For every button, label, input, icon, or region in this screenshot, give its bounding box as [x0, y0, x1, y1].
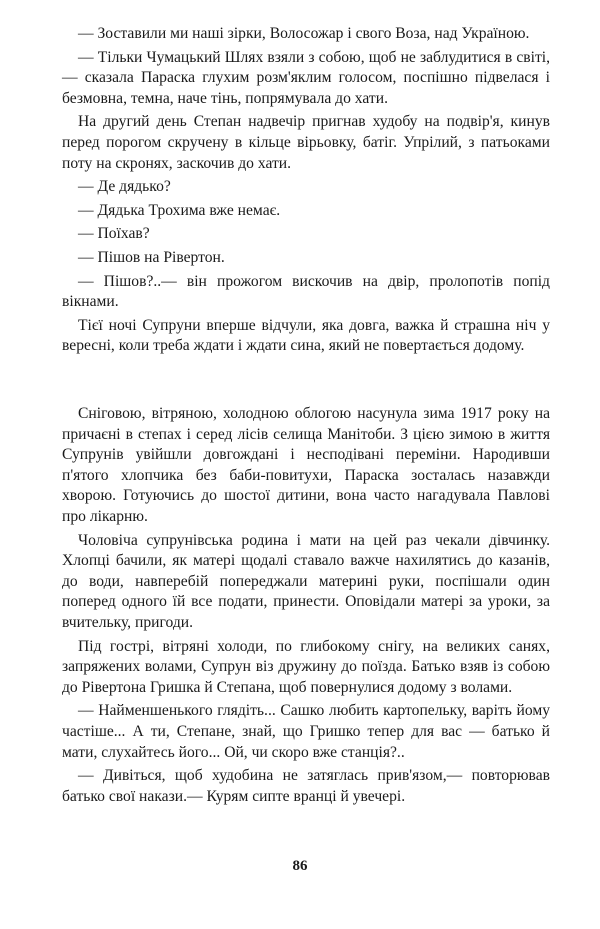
paragraph: — Пішов на Рівертон.: [78, 248, 225, 266]
paragraph: — Пішов?..— він прожогом вискочив на двір, пролопотів попід вікнами.: [62, 272, 550, 311]
paragraph: — Зоставили ми наші зірки, Волосожар і свого Воза, над Україною.: [78, 25, 530, 42]
paragraph: — Поїхав?: [78, 225, 150, 243]
paragraph: — Дядька Трохима вже немає.: [78, 201, 281, 219]
page-number: 86: [292, 858, 308, 874]
paragraph: Під гострі, вітряні холоди, по глибокому снігу, на великих санях, запряжених волами, Супрун віз дружину до поїзда. Батько взяв із собою до Рівертона Гришка й Степана, щоб повернулися додому з волами.: [62, 637, 550, 696]
text-section-1: [62, 24, 550, 360]
paragraph: — Найменшенького глядіть... Сашко любить картопельку, варіть йому частіше... А ти, Степане, знай, що Гришко тепер для вас — батько й мати, слухайтесь його... Ой, чи скоро вже станція?..: [62, 702, 550, 761]
text-section-2: [62, 404, 550, 810]
paragraph: — Тільки Чумацький Шлях взяли з собою, щоб не заблудитися в світі,— сказала Параска глухим розм'яклим голосом, поспішно підвелася і безмовна, темна, наче тінь, попрямувала до хати.: [62, 48, 550, 107]
paragraph: — Дивіться, щоб худобина не затяглась прив'язом,— повторював батько свої накази.— Курям сипте вранці й увечері.: [62, 767, 550, 805]
paragraph: Сніговою, вітряною, холодною облогою насунула зима 1917 року на причаєні в степах і серед лісів селища Манітоби. З цією зимою в життя Супрунів увійшли довгождані і несподівані переміни. Народивши п'ятого хлопчика без баби-повитухи, Параска зосталась назавжди хворою. Готуючись до шостої дитини, вона часто нагадувала Павлові про лікарню.: [62, 405, 550, 525]
paragraph: На другий день Степан надвечір пригнав худобу на подвір'я, кинув перед порогом скручену в кільце вірьовку, батіг. Упрілий, з патьоками поту на скронях, заскочив до хати.: [62, 113, 550, 172]
paragraph: — Де дядько?: [78, 178, 171, 196]
paragraph: Чоловіча супрунівська родина і мати на цей раз чекали дівчинку. Хлопці бачили, як матері щодалі ставало важче нахилятись до казанів, до води, навперебій попереджали материні руки, поспішали один поперед одного їй все подати, принести. Оповідали матері за уроки, за вчительку, пригоди.: [62, 531, 550, 631]
paragraph: Тієї ночі Супруни вперше відчули, яка довга, важка й страшна ніч у вересні, коли треба ждати і ждати сина, який не повертається додому.: [62, 316, 550, 355]
